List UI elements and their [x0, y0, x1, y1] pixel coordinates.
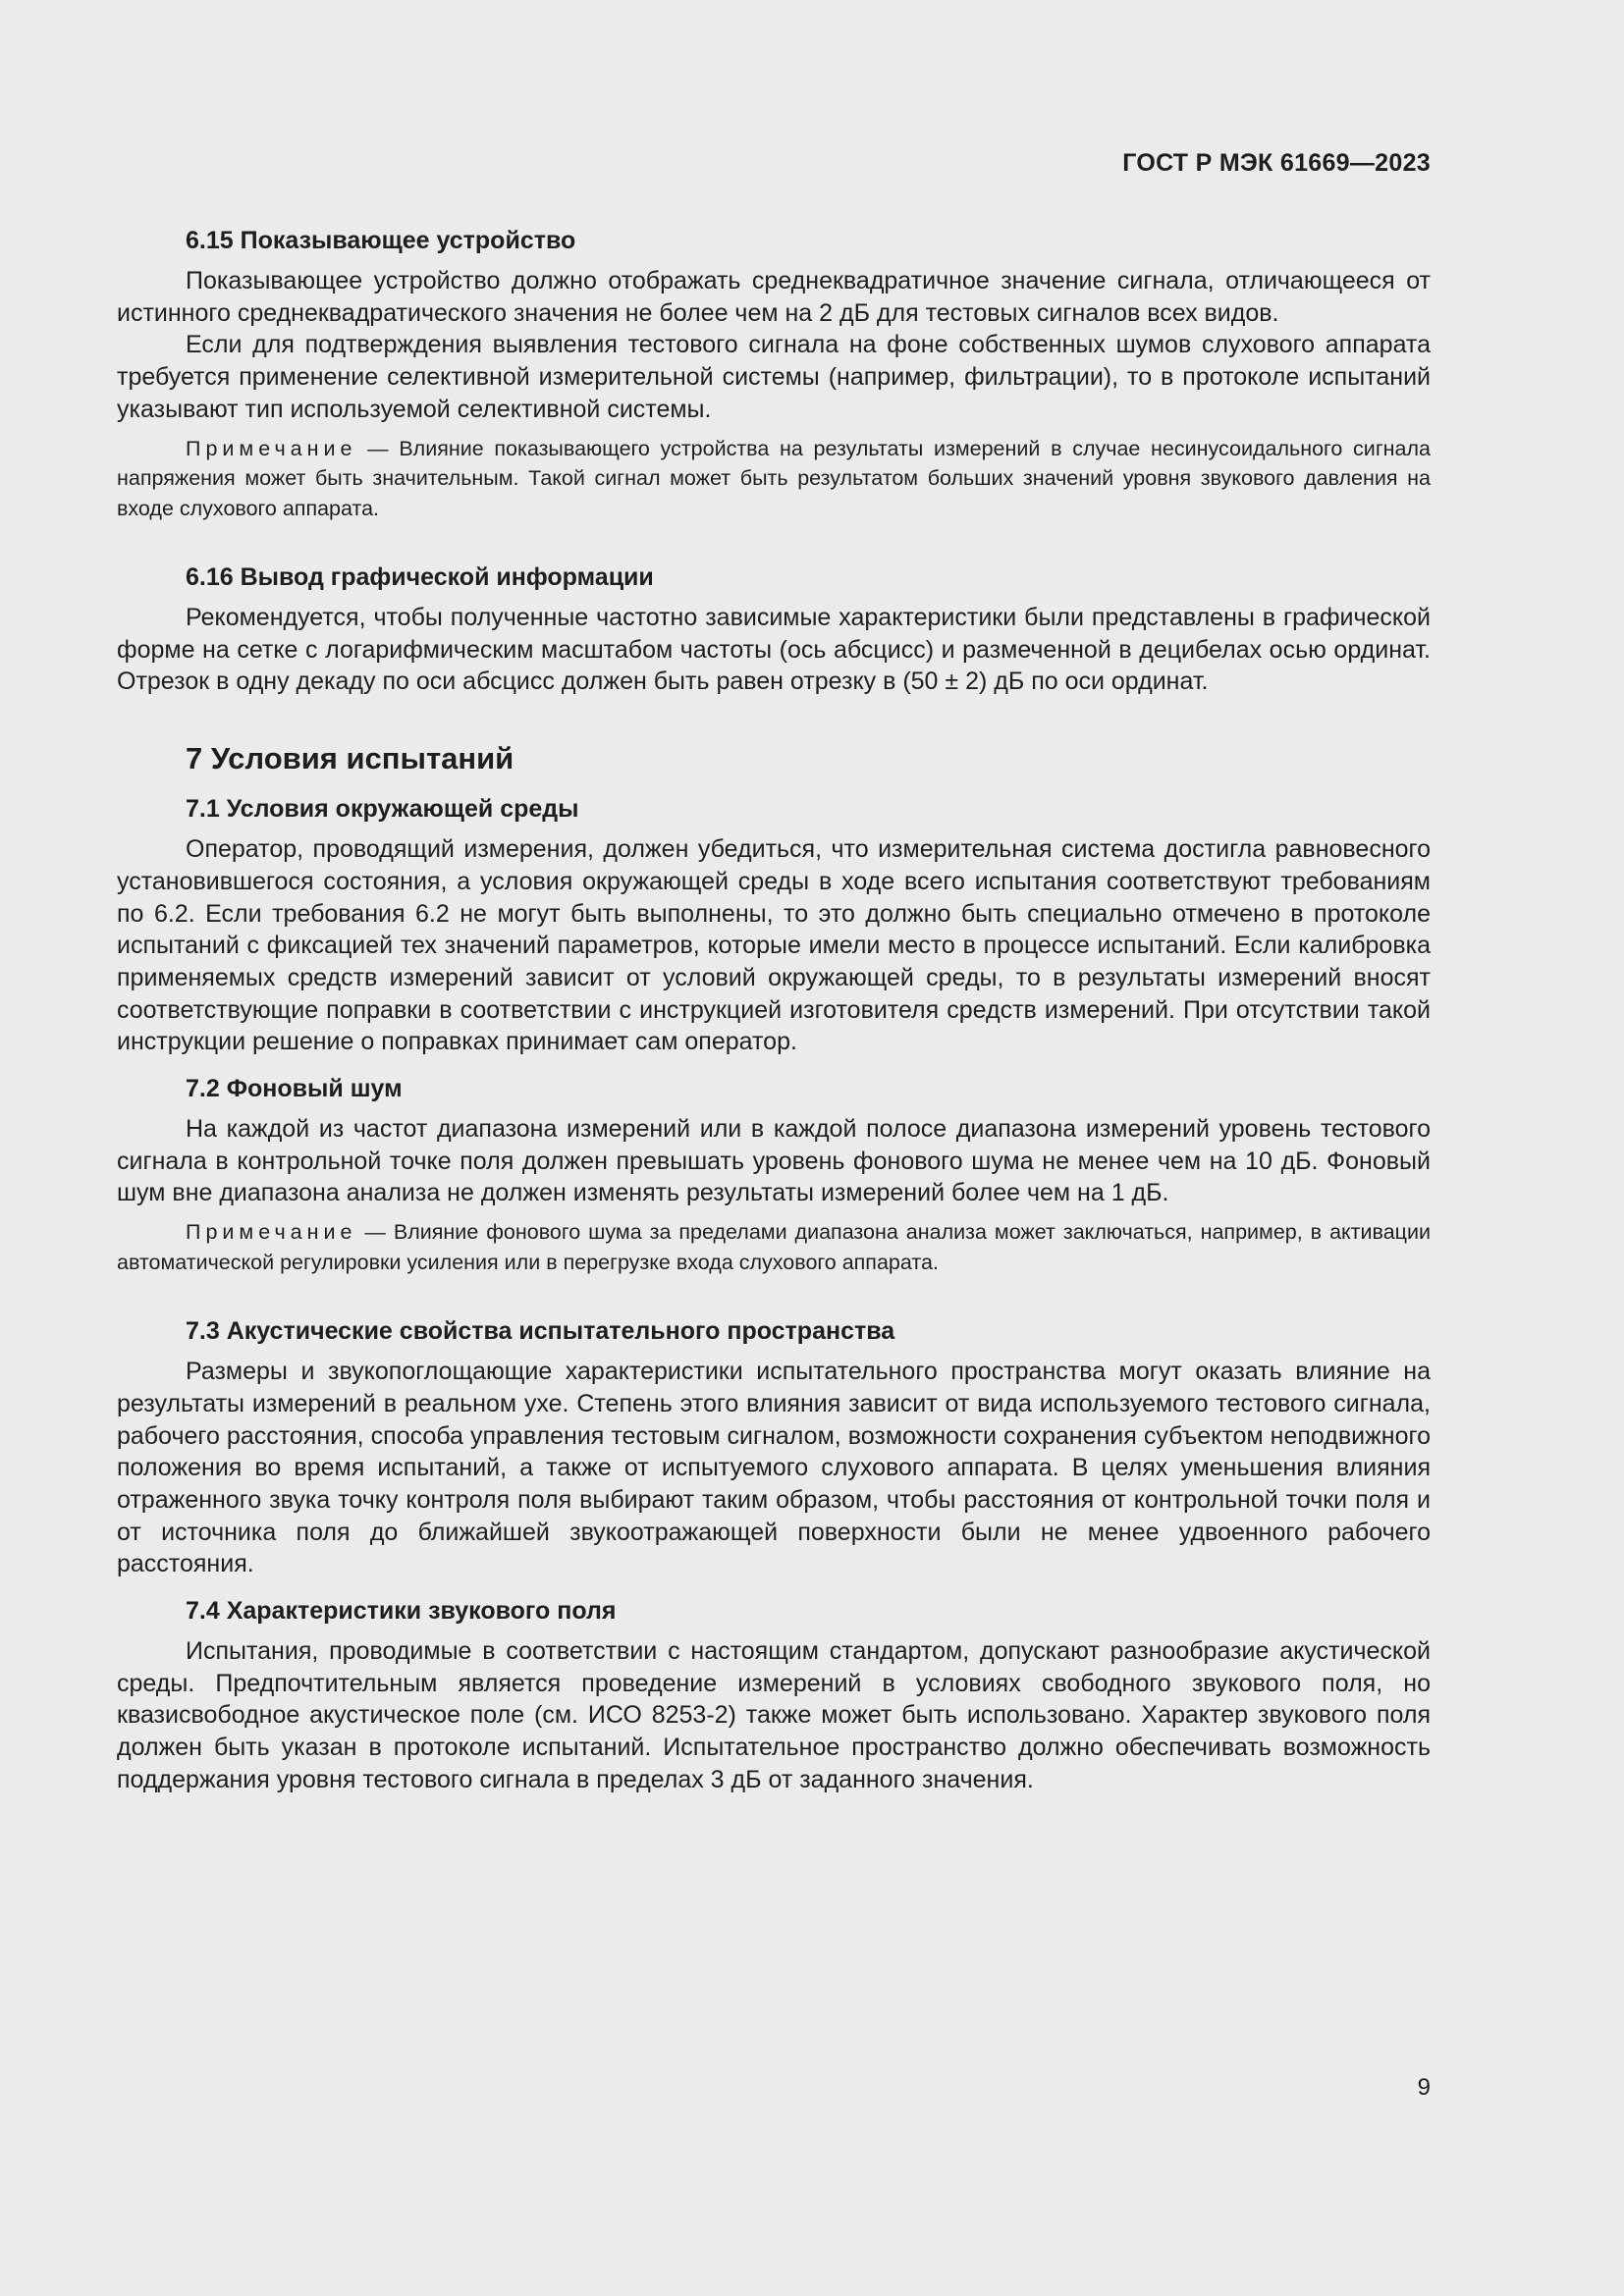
- section-7-2-paragraph-1: На каждой из частот диапазона измерений или в каждой полосе диапазона измерений уровень тестового сигнала в контрольной точке поля должен превышать уровень фонового шума не менее чем на 10 дБ. Фоновый шум вне диапазона анализа не должен изменять результаты измерений более чем на 1 дБ.: [117, 1115, 1431, 1207]
- note-label: Примечание: [186, 1220, 357, 1245]
- section-7-1-title: 7.1 Условия окружающей среды: [186, 795, 579, 824]
- section-7-2-title: 7.2 Фоновый шум: [186, 1075, 403, 1103]
- section-6-15-paragraph-1: Показывающее устройство должно отображать среднеквадратичное значение сигнала, отличающееся от истинного среднеквадратического значения не более чем на 2 дБ для тестовых сигналов всех видов.: [117, 267, 1431, 327]
- section-6-15-note: [117, 434, 1431, 524]
- section-7-3-title: 7.3 Акустические свойства испытательного пространства: [186, 1317, 895, 1346]
- section-7-4-paragraph-1: Испытания, проводимые в соответствии с настоящим стандартом, допускают разнообразие акустической среды. Предпочтительным является проведение измерений в условиях свободного звукового поля, но квазисвободное акустическое поле (см. ИСО 8253-2) также может быть использовано. Характер звукового поля должен быть указан в протоколе испытаний. Испытательное пространство должно обеспечивать возможность поддержания уровня тестового сигнала в пределах 3 дБ от заданного значения.: [117, 1637, 1431, 1793]
- note-text: — Влияние фонового шума за пределами диапазона анализа может заключаться, например, в активации автоматической регулировки усиления или в перегрузке входа слухового аппарата.: [117, 1220, 1431, 1274]
- section-7-title: 7 Условия испытаний: [186, 741, 514, 776]
- section-7-2-note: [117, 1217, 1431, 1277]
- document-body: [117, 224, 1431, 1796]
- section-7-1-paragraph-1: Оператор, проводящий измерения, должен убедиться, что измерительная система достигла равновесного установившегося состояния, а условия окружающей среды в ходе всего испытания соответствуют требованиям по 6.2. Если требования 6.2 не могут быть выполнены, то это должно быть специально отмечено в протоколе испытаний с фиксацией тех значений параметров, которые имели место в процессе испытаний. Если калибровка применяемых средств измерений зависит от условий окружающей среды, то в результаты измерений вносят соответствующие поправки в соответствии с инструкцией изготовителя средств измерений. При отсутствии такой инструкции решение о поправках принимает сам оператор.: [117, 835, 1431, 1056]
- section-6-15-title: 6.15 Показывающее устройство: [186, 227, 576, 254]
- standard-code-header: ГОСТ Р МЭК 61669—2023: [1122, 149, 1431, 177]
- page-number: 9: [1417, 2074, 1431, 2101]
- note-label: Примечание: [186, 436, 357, 460]
- section-6-15-paragraph-2: Если для подтверждения выявления тестового сигнала на фоне собственных шумов слухового аппарата требуется применение селективной измерительной системы (например, фильтрации), то в протоколе испытаний указывают тип используемой селективной системы.: [117, 331, 1431, 423]
- section-6-16-title: 6.16 Вывод графической информации: [186, 563, 654, 592]
- section-6-16-paragraph-1: Рекомендуется, чтобы полученные частотно зависимые характеристики были представлены в графической форме на сетке с логарифмическим масштабом частоты (ось абсцисс) и размеченной в децибелах осью ординат. Отрезок в одну декаду по оси абсцисс должен быть равен отрезку в (50 ± 2) дБ по оси ординат.: [117, 604, 1431, 696]
- section-7-3-paragraph-1: Размеры и звукопоглощающие характеристики испытательного пространства могут оказать влияние на результаты измерений в реальном ухе. Степень этого влияния зависит от вида используемого тестового сигнала, рабочего расстояния, способа управления тестовым сигналом, возможности сохранения субъектом неподвижного положения во время испытаний, а также от испытуемого слухового аппарата. В целях уменьшения влияния отраженного звука точку контроля поля выбирают таким образом, чтобы расстояния от контрольной точки поля и от источника поля до ближайшей звукоотражающей поверхности были не менее удвоенного рабочего расстояния.: [117, 1358, 1431, 1578]
- section-7-4-title: 7.4 Характеристики звукового поля: [186, 1597, 617, 1626]
- note-text: — Влияние показывающего устройства на результаты измерений в случае несинусоидального сигнала напряжения может быть значительным. Такой сигнал может быть результатом больших значений уровня звукового давления на входе слухового аппарата.: [117, 436, 1431, 520]
